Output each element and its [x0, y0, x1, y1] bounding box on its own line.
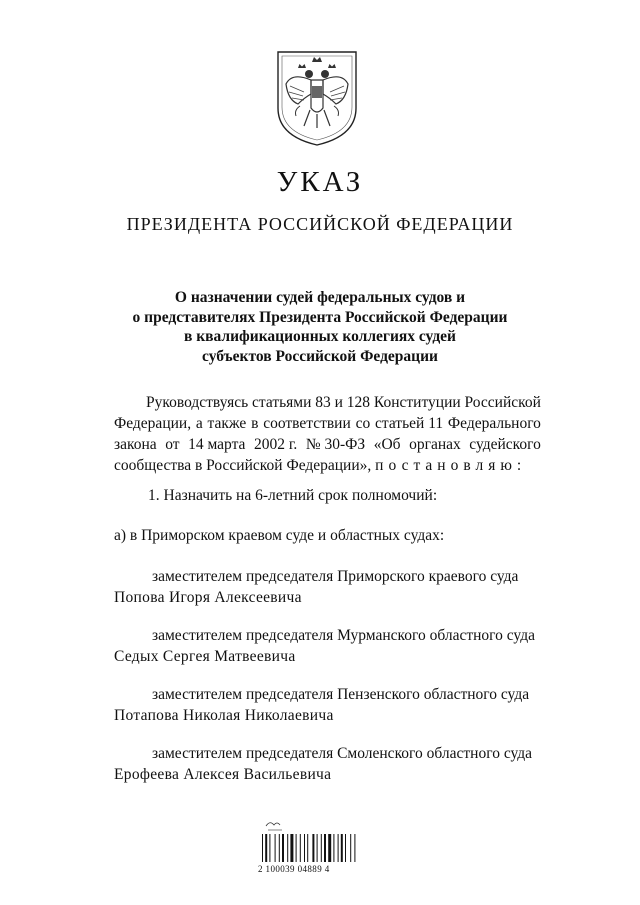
barcode	[258, 820, 378, 880]
word: в	[251, 415, 259, 432]
appointment-position: заместителем председателя Смоленского областного суда	[152, 745, 533, 762]
word: 2002 г.	[253, 436, 298, 453]
preamble-line	[114, 392, 541, 413]
word: Конституции	[373, 394, 461, 411]
word: а	[195, 415, 203, 432]
word: и	[334, 394, 343, 411]
document-title: УКАЗ	[276, 166, 364, 198]
appointee-name: Попова Игоря Алексеевича	[114, 589, 302, 606]
barcode-number: 2 100039 04889 4	[258, 864, 330, 874]
appointment-position: заместителем председателя Приморского краевого суда	[152, 568, 519, 585]
word: закона	[114, 436, 157, 453]
preamble-line	[114, 434, 541, 455]
word: от	[165, 436, 180, 453]
heading-line: о представителях Президента Российской Федерации	[132, 308, 508, 326]
appointee-name: Потапова Николая Николаевича	[114, 707, 334, 724]
word: 83	[315, 394, 331, 411]
word: Федерации,	[114, 415, 192, 432]
appointee-name: Седых Сергея Матвеевича	[114, 648, 296, 665]
word: 128	[346, 394, 371, 411]
heading-line: О назначении судей федеральных судов и	[174, 289, 466, 306]
appointee-name: Ерофеева Алексея Васильевича	[114, 766, 332, 783]
word: Руководствуясь	[146, 394, 249, 411]
word: «Об	[373, 436, 401, 453]
word: статьями	[252, 394, 312, 411]
preamble-line	[114, 413, 541, 434]
point-1: 1. Назначить на 6-летний срок полномочий:	[148, 487, 438, 504]
preamble-paragraph	[114, 392, 541, 476]
coat-of-arms-emblem	[274, 48, 360, 148]
heading-line: в квалификационных коллегиях судей	[184, 328, 456, 345]
word: 14 марта	[188, 436, 246, 453]
appointment-item	[114, 625, 554, 667]
appointment-position: заместителем председателя Мурманского областного суда	[152, 627, 535, 644]
word: органах	[409, 436, 461, 453]
word: соответствии	[263, 415, 351, 432]
appointment-item	[114, 743, 554, 785]
subpoint-a: а) в Приморском краевом суде и областных судах:	[114, 527, 445, 544]
word: № 30-ФЗ	[305, 436, 366, 453]
word: со	[355, 415, 371, 432]
word: Российской	[464, 394, 541, 411]
word: судейского	[469, 436, 541, 453]
preamble-line	[114, 455, 541, 476]
word: также	[207, 415, 247, 432]
word: Федерального	[447, 415, 541, 432]
word: статьей 11	[374, 415, 444, 432]
decree-word: постановляю:	[375, 457, 527, 474]
heading-line: субъектов Российской Федерации	[202, 347, 438, 365]
document-subtitle: ПРЕЗИДЕНТА РОССИЙСКОЙ ФЕДЕРАЦИИ	[126, 214, 514, 234]
appointment-position: заместителем председателя Пензенского областного суда	[152, 686, 530, 703]
preamble-last-text: сообщества в Российской Федерации»,	[114, 457, 376, 474]
appointment-item	[114, 566, 554, 608]
appointment-item	[114, 684, 554, 726]
barcode-bars	[258, 820, 378, 864]
decree-heading	[100, 288, 540, 366]
